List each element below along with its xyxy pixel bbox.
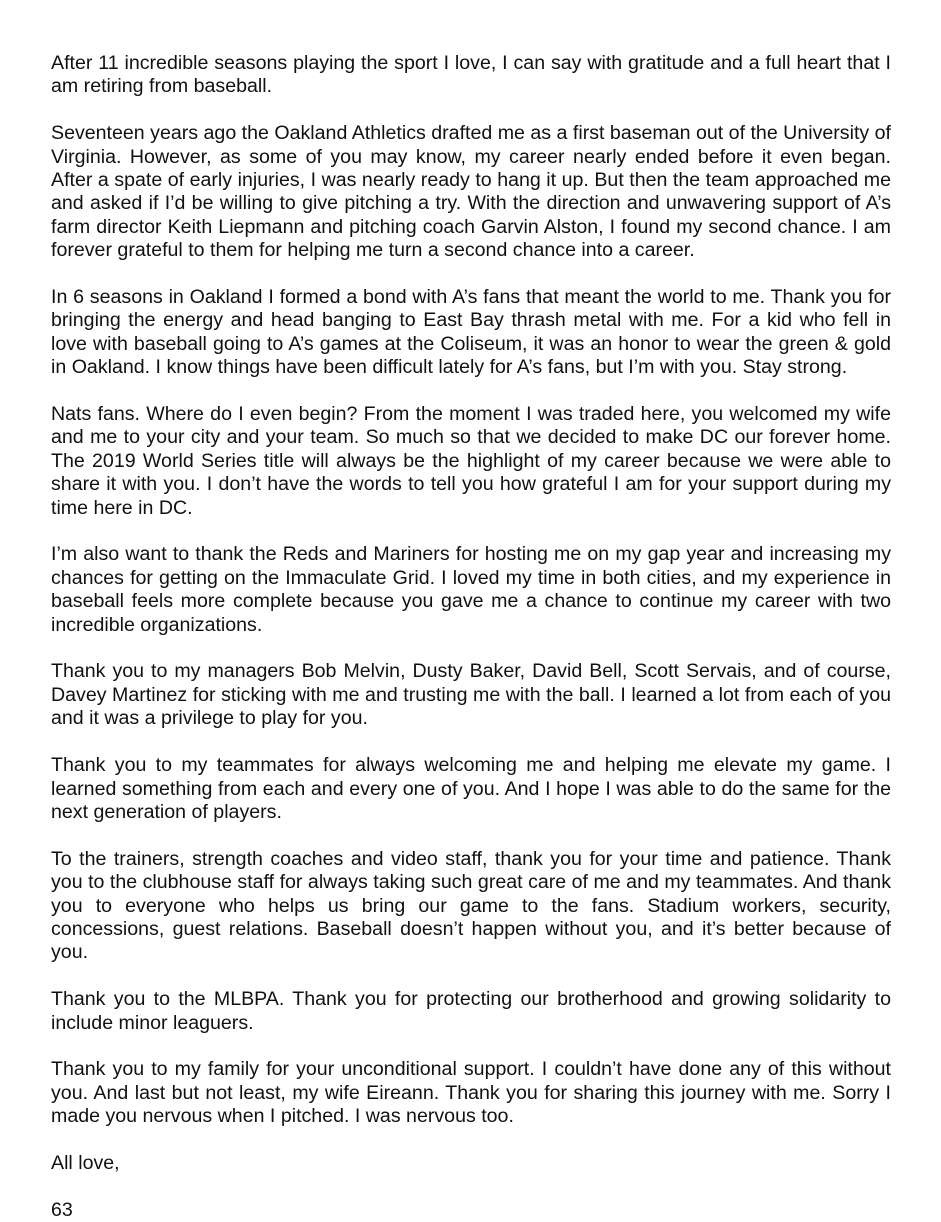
paragraph-oakland-draft: Seventeen years ago the Oakland Athletics drafted me as a first baseman out of the University of Virginia. However, as some of you may know, my career nearly ended before it even began. After a spate of early injuries, I was nearly ready to hang it up. But then the team approached me and asked if I’d be willing to give pitching a try. With the direction and unwavering support of A’s farm director Keith Liepmann and pitching coach Garvin Alston, I found my second chance. I am forever grateful to them for helping me turn a second chance into a career. xyxy=(51,122,891,262)
paragraph-retirement-announcement: After 11 incredible seasons playing the sport I love, I can say with gratitude and a full heart that I am retiring from baseball. xyxy=(51,52,891,98)
letter-body xyxy=(51,52,891,1222)
closing-line: All love, xyxy=(51,1151,120,1174)
paragraph-mlbpa: Thank you to the MLBPA. Thank you for protecting our brotherhood and growing solidarity to include minor leaguers. xyxy=(51,988,891,1034)
paragraph-reds-mariners: I’m also want to thank the Reds and Mariners for hosting me on my gap year and increasing my chances for getting on the Immaculate Grid. I loved my time in both cities, and my experience in baseball feels more complete because you gave me a chance to continue my career with two incredible organizations. xyxy=(51,543,891,636)
paragraph-managers: Thank you to my managers Bob Melvin, Dusty Baker, David Bell, Scott Servais, and of course, Davey Martinez for sticking with me and trusting me with the ball. I learned a lot from each of you and it was a privilege to play for you. xyxy=(51,660,891,730)
paragraph-teammates: Thank you to my teammates for always welcoming me and helping me elevate my game. I learned something from each and every one of you. And I hope I was able to do the same for the next generation of players. xyxy=(51,754,891,823)
paragraph-oakland-fans: In 6 seasons in Oakland I formed a bond with A’s fans that meant the world to me. Thank you for bringing the energy and head banging to East Bay thrash metal with me. For a kid who fell in love with baseball going to A’s games at the Coliseum, it was an honor to wear the green & gold in Oakland. I know things have been difficult lately for A’s fans, but I’m with you. Stay strong. xyxy=(51,286,891,379)
paragraph-nats-fans: Nats fans. Where do I even begin? From the moment I was traded here, you welcomed my wife and me to your city and your team. So much so that we decided to make DC our forever home. The 2019 World Series title will always be the highlight of my career because we were able to share it with you. I don’t have the words to tell you how grateful I am for your support during my time here in DC. xyxy=(51,403,891,519)
paragraph-staff: To the trainers, strength coaches and video staff, thank you for your time and patience. Thank you to the clubhouse staff for always taking such great care of me and my teammates. And thank you to everyone who helps us bring our game to the fans. Stadium workers, security, concessions, guest relations. Baseball doesn’t happen without you, and it’s better because of you. xyxy=(51,847,891,964)
paragraph-family: Thank you to my family for your unconditional support. I couldn’t have done any of this without you. And last but not least, my wife Eireann. Thank you for sharing this journey with me. Sorry I made you nervous when I pitched. I was nervous too. xyxy=(51,1058,891,1128)
signature-number: 63 xyxy=(51,1198,73,1221)
